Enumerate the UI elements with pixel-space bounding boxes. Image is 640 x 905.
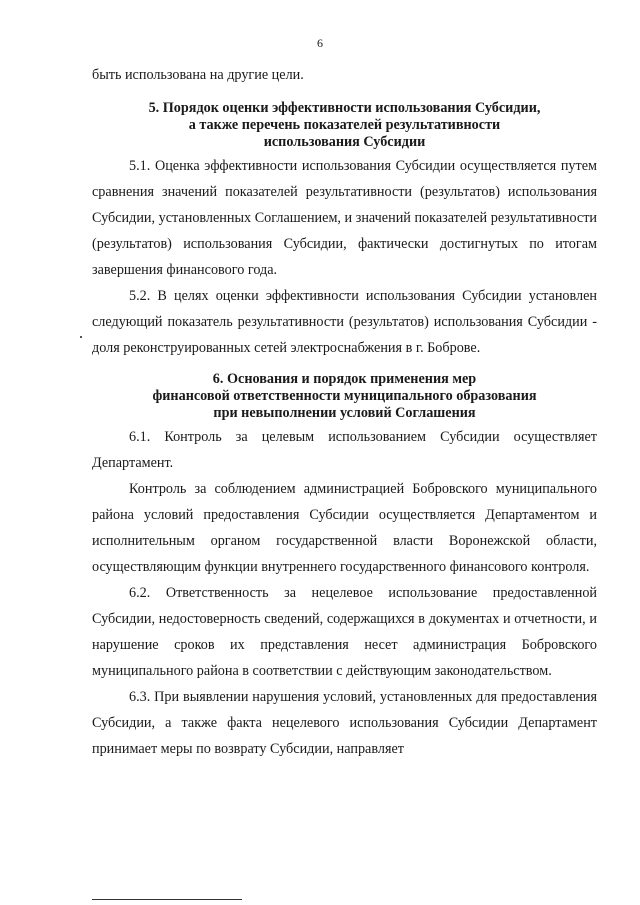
section-6-heading: [92, 371, 597, 422]
section-6-heading-line-3: при невыполнении условий Соглашения: [213, 405, 476, 421]
page-number: 6: [317, 36, 323, 50]
intro-line: быть использована на другие цели.: [92, 67, 304, 83]
paragraph-6-2: 6.2. Ответственность за нецелевое использование предоставленной Субсидии, недостоверность сведений, содержащихся в документах и отчетности, и нарушение сроков их представления несет администрация Бобровского муниципального района в соответствии с действующим законодательством.: [92, 585, 597, 679]
paragraph-5-1: 5.1. Оценка эффективности использования Субсидии осуществляется путем сравнения значений показателей результативности (результатов) использования Субсидии, установленных Соглашением, и значений показателей результативности (результатов) использования Субсидии, фактически достигнутых по итогам завершения финансового года.: [92, 158, 597, 278]
document-body: [92, 62, 597, 762]
scan-speck: [80, 336, 82, 338]
paragraph-5-2: 5.2. В целях оценки эффективности использования Субсидии установлен следующий показатель результативности (результатов) использования Субсидии - доля реконструированных сетей электроснабжения в г. Боброве.: [92, 288, 597, 356]
section-6-heading-line-2: финансовой ответственности муниципального образования: [152, 388, 537, 404]
section-5-heading-line-1: 5. Порядок оценки эффективности использования Субсидии,: [148, 100, 541, 116]
section-5-heading-line-2: а также перечень показателей результативности: [188, 117, 501, 133]
section-5-heading: [92, 100, 597, 151]
paragraph-6-1: 6.1. Контроль за целевым использованием Субсидии осуществляет Департамент.: [92, 429, 597, 471]
paragraph-6-3: 6.3. При выявлении нарушения условий, установленных для предоставления Субсидии, а также факта нецелевого использования Субсидии Департамент принимает меры по возврату Субсидии, направляет: [92, 689, 597, 757]
footnote-rule: [92, 899, 242, 900]
section-5-heading-line-3: использования Субсидии: [263, 134, 426, 150]
section-6-heading-line-1: 6. Основания и порядок применения мер: [212, 371, 477, 387]
paragraph-6-1-control: Контроль за соблюдением администрацией Бобровского муниципального района условий предоставления Субсидии осуществляется Департаментом и исполнительным органом государственной власти Воронежской области, осуществляющим функции внутреннего государственного финансового контроля.: [92, 481, 597, 575]
